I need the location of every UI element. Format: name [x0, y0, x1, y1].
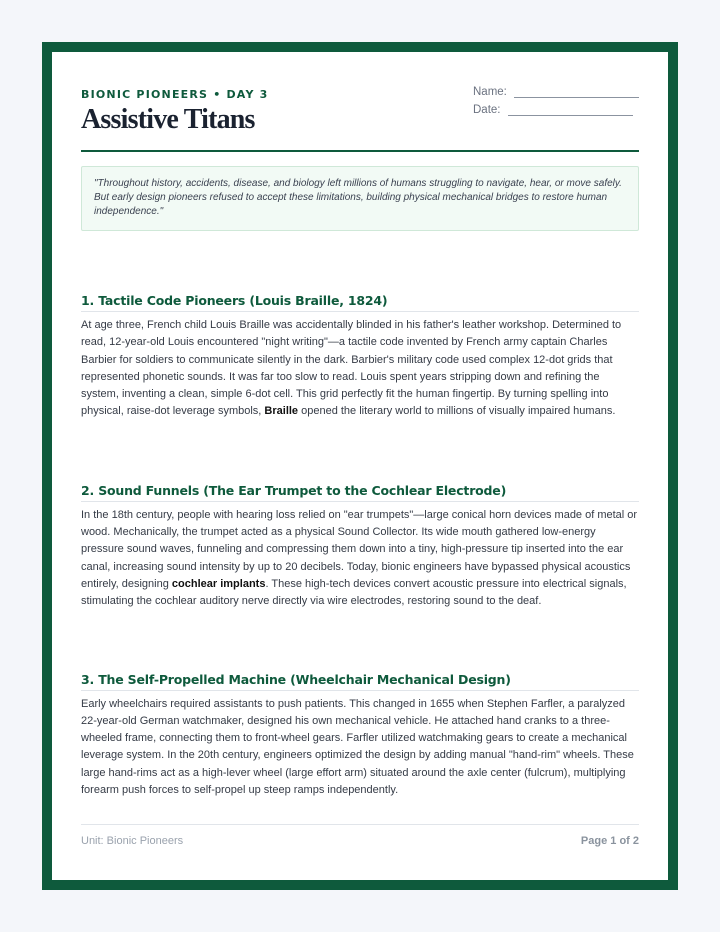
eyebrow-label: BIONIC PIONEERS • DAY 3 — [81, 88, 269, 101]
page-footer — [81, 824, 639, 847]
section-sound — [81, 483, 639, 611]
section-title: 2. Sound Funnels (The Ear Trumpet to the Cochlear Electrode) — [81, 483, 639, 502]
section-body — [81, 507, 639, 611]
page-border — [42, 42, 678, 890]
body-text: In the 18th century, people with hearing loss relied on "ear trumpets"—large conical horn devices made of metal or wood. Mechanically, the trumpet acted as a physical Sound Collector. Its wide mouth gathered low-energy pressure sound waves, funneling and compressing them down into a tiny, high-pressure tip inserted into the ear canal, increasing sound intensity by up to 20 decibels. Today, bionic engineers have bypassed physical acoustics entirely, designing — [81, 508, 638, 590]
section-body — [81, 696, 639, 800]
name-field[interactable] — [473, 80, 639, 98]
name-line[interactable] — [514, 86, 639, 98]
section-title: 3. The Self-Propelled Machine (Wheelchair Mechanical Design) — [81, 672, 639, 691]
worksheet-page — [52, 52, 668, 880]
student-fields — [473, 80, 639, 116]
section-braille — [81, 293, 639, 421]
date-label: Date: — [473, 104, 501, 116]
section-body — [81, 317, 639, 421]
page-title: Assistive Titans — [81, 104, 255, 135]
body-text: . These high-tech devices convert acoustic pressure into electrical signals, stimulating the cochlear auditory nerve directly via wire electrodes, restoring sound to the deaf. — [81, 577, 627, 608]
section-title: 1. Tactile Code Pioneers (Louis Braille, 1824) — [81, 293, 639, 312]
intro-quote: "Throughout history, accidents, disease, and biology left millions of humans struggling to navigate, hear, or move safely. But early design pioneers refused to accept these limitations, building physical mechanical bridges to restore human independence." — [81, 166, 639, 231]
body-bold: Braille — [264, 405, 299, 418]
date-line[interactable] — [508, 104, 634, 116]
body-bold: cochlear implants — [171, 577, 266, 590]
footer-unit: Unit: Bionic Pioneers — [81, 835, 184, 847]
header-rule — [81, 150, 639, 152]
body-text: opened the literary world to millions of visually impaired humans. — [298, 405, 616, 418]
date-field[interactable] — [473, 98, 639, 116]
body-text: At age three, French child Louis Braille was accidentally blinded in his father's leather workshop. Determined to read, 12-year-old Louis encountered "night writing"—a tactile code invented by French army captain Charles Barbier for soldiers to communicate silently in the dark. Barbier's military code used complex 12-dot grids that represented phonetic sounds. It was far too slow to read. Louis spent years stripping down and refining the system, inventing a clean, simple 6-dot cell. This grid perfectly fit the human fingertip. By turning spelling into physical, raise-dot leverage symbols, — [81, 319, 622, 418]
name-label: Name: — [473, 86, 507, 98]
footer-page-number: Page 1 of 2 — [580, 835, 639, 847]
section-wheelchair — [81, 672, 639, 800]
body-text: Early wheelchairs required assistants to push patients. This changed in 1655 when Stephen Farfler, a paralyzed 22-year-old German watchmaker, designed his own mechanical vehicle. He attached hand cranks to a three-wheeled frame, connecting them to front-wheel gears. Farfler utilized watchmaking gears to create a mechanical leverage system. In the 20th century, engineers optimized the design by adding manual "hand-rim" wheels. These large hand-rims act as a high-lever wheel (large effort arm) situated around the axle center (fulcrum), multiplying forearm push forces to self-propel up steep ramps independently. — [81, 697, 634, 797]
